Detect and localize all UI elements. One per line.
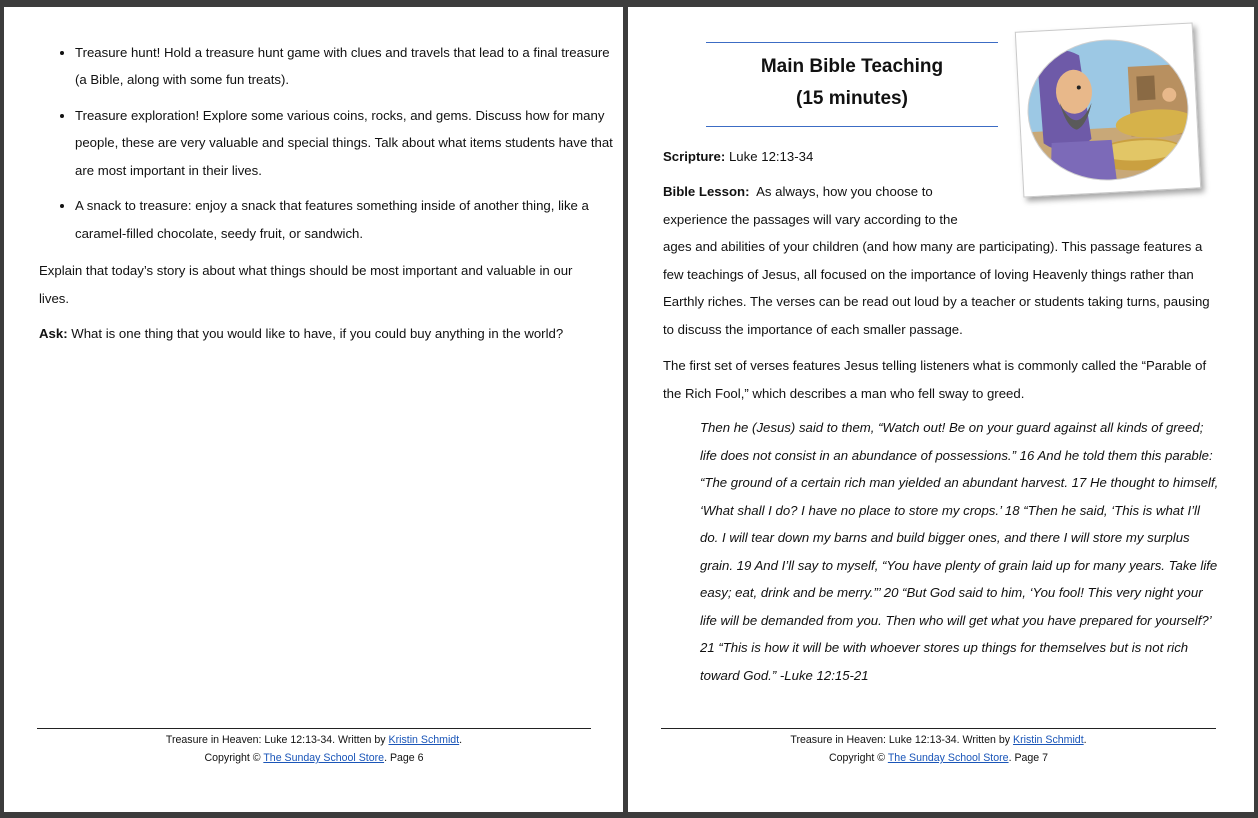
bullet-snack-to-treasure: • A snack to treasure: enjoy a snack that features something inside of another thing, like a caramel-filled chocolate, seedy fruit, or sandwich.: [75, 192, 615, 247]
bullet-treasure-hunt: • Treasure hunt! Hold a treasure hunt game with clues and travels that lead to a final treasure (a Bible, along with some fun treats).: [75, 39, 615, 94]
store-link[interactable]: The Sunday School Store: [263, 752, 385, 764]
footer-line-1: [661, 731, 1216, 749]
scripture-reference: Luke 12:13-34: [728, 149, 814, 164]
rich-man-with-grain-illustration: [1016, 24, 1200, 197]
page-number: . Page 6: [384, 752, 424, 764]
explain-paragraph: Explain that today’s story is about what things should be most important and valuable in our lives.: [39, 263, 573, 306]
ask-paragraph: [39, 320, 599, 348]
heading-bottom-rule: [706, 126, 998, 127]
bullet-treasure-exploration: • Treasure exploration! Explore some various coins, rocks, and gems. Discuss how for many people, these are very valuable and special things. Talk about what items students have that are most important in their lives.: [75, 102, 615, 184]
scripture-quote: Then he (Jesus) said to them, “Watch out! Be on your guard against all kinds of greed; life does not consist in an abundance of possessions.” 16 And he told them this parable: “The ground of a certain rich man yielded an abundant harvest. 17 He thought to himself, ‘What shall I do? I have no place to store my crops.’ 18 “Then he said, ‘This is what I’ll do. I will tear down my barns and build bigger ones, and there I will store my surplus grain. 19 And I’ll say to myself, “You have plenty of grain laid up for many years. Take life easy; eat, drink and be merry.”’ 20 “But God said to him, ‘You fool! This very night your life will be demanded from you. Then who will get what you have prepared for yourself?’ 21 “This is how it will be with whoever stores up things for themselves but is not rich toward God.” -Luke 12:15-21: [700, 420, 1219, 683]
footer-title-text: Treasure in Heaven: Luke 12:13-34. Written by: [165, 734, 386, 746]
scripture-line: [663, 143, 1063, 171]
bible-lesson-text-2: experience the passages will vary according to the: [663, 211, 958, 227]
footer-period: .: [1083, 734, 1087, 746]
section-heading: [706, 51, 998, 115]
bible-lesson-label: Bible Lesson:: [663, 184, 750, 199]
page-number: . Page 7: [1008, 752, 1049, 764]
footer-period: .: [459, 734, 463, 746]
store-link[interactable]: The Sunday School Store: [887, 752, 1009, 764]
author-link[interactable]: Kristin Schmidt: [1013, 734, 1084, 746]
heading-duration: (15 minutes): [796, 88, 908, 109]
footer-line-2: [37, 749, 591, 767]
footer-rule: [661, 728, 1216, 729]
copyright-text: Copyright ©: [204, 752, 261, 764]
illustration-rich-fool: [1015, 22, 1201, 197]
bible-lesson-paragraph: ages and abilities of your children (and how many are participating). This passage features a few teachings of Jesus, all focused on the importance of loving Heavenly things rather than Earthly riches. The verses can be read out loud by a teacher or students taking turns, pausing to discuss the importance of each smaller passage.: [663, 239, 1210, 337]
page-6: [4, 7, 623, 812]
scripture-label: Scripture:: [663, 149, 726, 164]
footer-line-1: [37, 731, 591, 749]
footer-title-text: Treasure in Heaven: Luke 12:13-34. Written by: [790, 734, 1011, 746]
heading-top-rule: [706, 42, 998, 43]
copyright-text: Copyright ©: [828, 752, 886, 764]
bible-lesson-intro: [663, 178, 993, 233]
footer-line-2: [661, 749, 1216, 767]
ask-text: What is one thing that you would like to have, if you could buy anything in the world?: [71, 326, 564, 341]
activity-bullet-list: [56, 39, 615, 256]
author-link[interactable]: Kristin Schmidt: [388, 734, 460, 746]
first-set-paragraph: The first set of verses features Jesus telling listeners what is commonly called the “Parable of the Rich Fool,” which describes a man who fell sway to greed.: [663, 358, 1207, 401]
ask-label: Ask:: [39, 326, 68, 341]
page-7: [628, 7, 1254, 812]
footer-rule: [37, 728, 591, 729]
bible-lesson-text-1: As always, how you choose to: [756, 184, 933, 199]
heading-title: Main Bible Teaching: [760, 56, 944, 77]
page-footer: [661, 731, 1216, 767]
page-footer: [37, 731, 591, 767]
